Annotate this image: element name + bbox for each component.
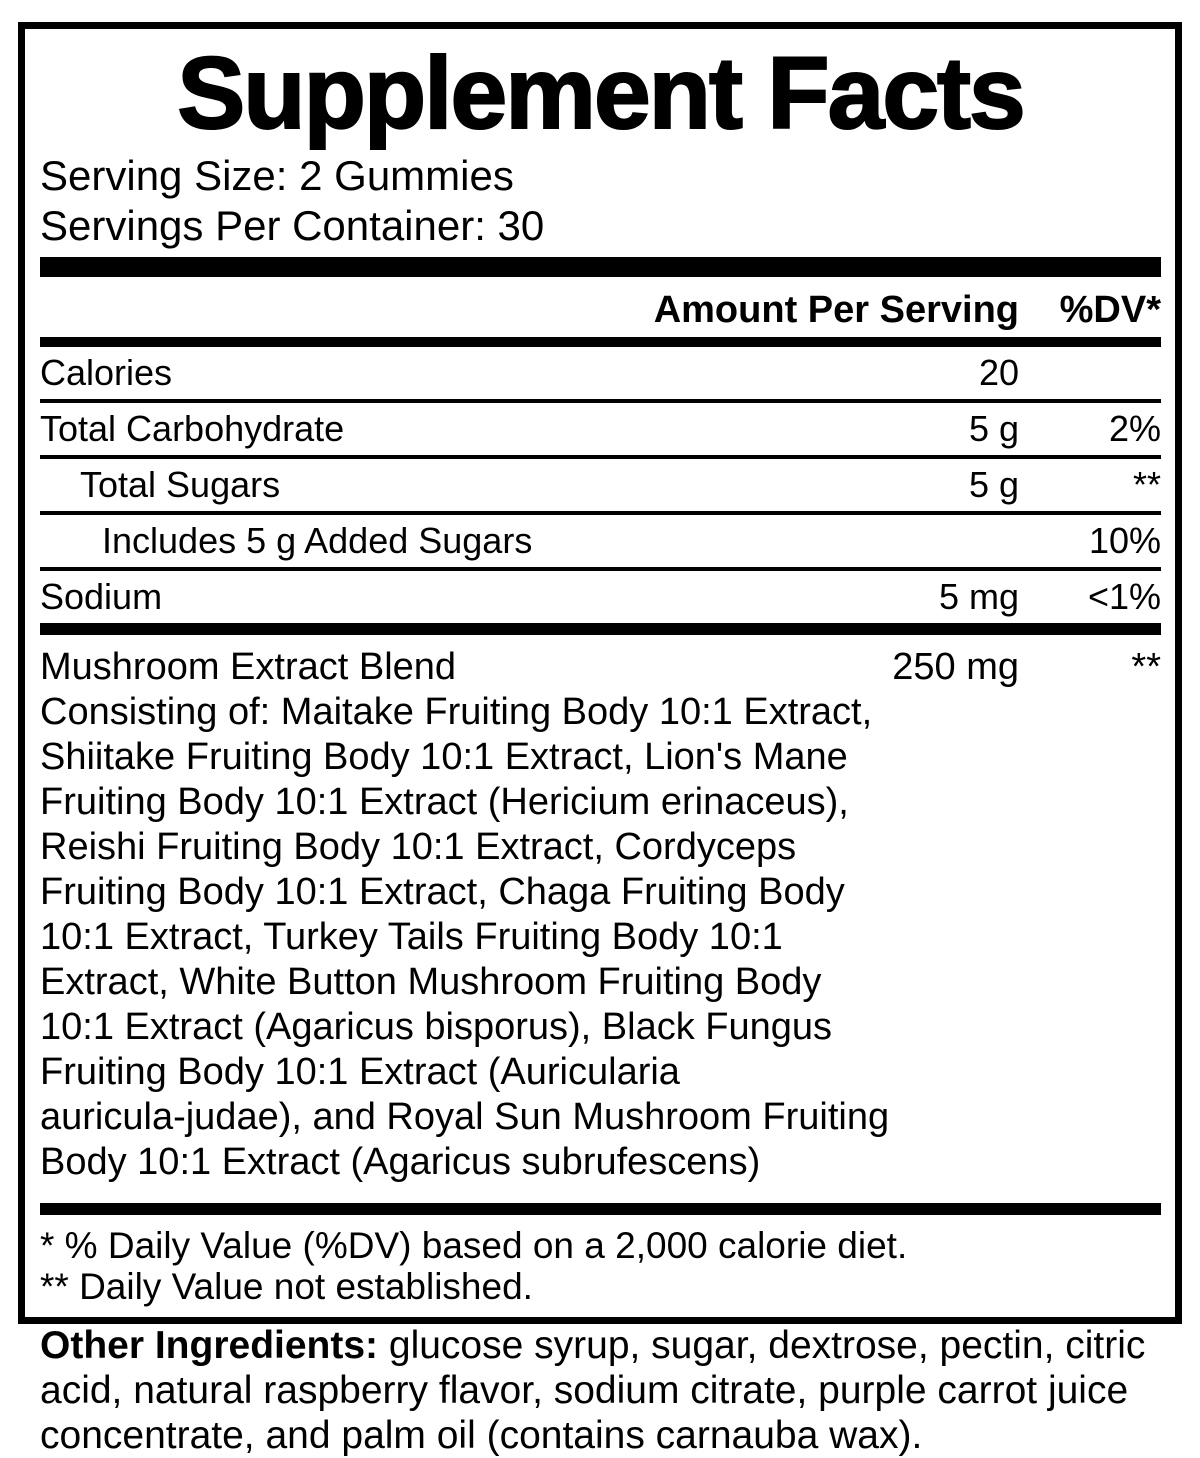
nutrient-name: Includes 5 g Added Sugars <box>102 520 533 562</box>
divider-blend-top <box>40 623 1161 635</box>
other-ingredients-text: glucose syrup, sugar, dextrose, pectin, citric acid, natural raspberry flavor, sodium citrate, purple carrot juice concentrate, and palm oil (contains carnauba wax). <box>40 1324 1146 1457</box>
nutrient-rows <box>40 347 1161 623</box>
amount-per-serving-header: Amount Per Serving <box>653 289 1019 332</box>
blend-dv: ** <box>1131 646 1161 689</box>
nutrient-amount: 20 <box>978 352 1019 394</box>
other-ingredients-label: Other Ingredients: <box>40 1324 379 1367</box>
nutrient-row <box>40 399 1161 455</box>
footnotes-section <box>40 1215 1161 1307</box>
blend-description-line: auricula-judae), and Royal Sun Mushroom Fruiting <box>40 1096 890 1139</box>
footnote-line: * % Daily Value (%DV) based on a 2,000 calorie diet. <box>40 1225 908 1267</box>
blend-description-line: Fruiting Body 10:1 Extract (Hericium erinaceus), <box>40 781 849 824</box>
blend-description-line: Consisting of: Maitake Fruiting Body 10:1 Extract, <box>40 691 873 734</box>
blend-description-line: Fruiting Body 10:1 Extract, Chaga Fruiting Body <box>40 871 845 914</box>
serving-info <box>40 151 1161 251</box>
blend-description-line: Reishi Fruiting Body 10:1 Extract, Cordyceps <box>40 826 797 869</box>
nutrient-name: Total Carbohydrate <box>40 408 345 450</box>
amount-header-row <box>40 277 1161 337</box>
nutrient-row <box>40 347 1161 399</box>
blend-description-line: Body 10:1 Extract (Agaricus subrufescens) <box>40 1141 761 1184</box>
blend-description-line: 10:1 Extract (Agaricus bisporus), Black Fungus <box>40 1006 833 1049</box>
dv-header: %DV* <box>1059 289 1161 332</box>
nutrient-name: Calories <box>40 352 173 394</box>
blend-description <box>40 690 1161 1185</box>
divider-header-bottom <box>40 337 1161 347</box>
nutrient-dv: ** <box>1132 464 1161 506</box>
blend-description-line: Fruiting Body 10:1 Extract (Auricularia <box>40 1051 680 1094</box>
nutrient-dv: 10% <box>1088 520 1161 562</box>
nutrient-amount: 5 mg <box>938 576 1019 618</box>
servings-per-container-line: Servings Per Container: 30 <box>40 202 545 250</box>
nutrient-name: Total Sugars <box>80 464 281 506</box>
blend-section <box>40 635 1161 1203</box>
blend-row <box>40 645 1161 690</box>
nutrient-dv: 2% <box>1108 408 1161 450</box>
blend-amount: 250 mg <box>892 646 1019 689</box>
divider-footnotes-top <box>40 1203 1161 1215</box>
nutrient-amount: 5 g <box>968 464 1019 506</box>
nutrient-row <box>40 455 1161 511</box>
blend-description-line: 10:1 Extract, Turkey Tails Fruiting Body 10:1 <box>40 916 783 959</box>
other-ingredients-section <box>40 1323 1160 1458</box>
blend-description-line: Extract, White Button Mushroom Fruiting Body <box>40 961 822 1004</box>
nutrient-amount: 5 g <box>968 408 1019 450</box>
nutrient-dv: <1% <box>1087 576 1161 618</box>
footnote-line: ** Daily Value not established. <box>40 1266 533 1308</box>
nutrient-row <box>40 567 1161 623</box>
serving-size-line: Serving Size: 2 Gummies <box>40 152 514 200</box>
blend-name: Mushroom Extract Blend <box>40 646 457 689</box>
divider-top-thick <box>40 257 1161 277</box>
panel-title: Supplement Facts <box>177 36 1024 150</box>
nutrient-row <box>40 511 1161 567</box>
supplement-facts-panel <box>18 22 1182 1324</box>
blend-description-line: Shiitake Fruiting Body 10:1 Extract, Lion's Mane <box>40 736 848 779</box>
nutrient-name: Sodium <box>40 576 163 618</box>
